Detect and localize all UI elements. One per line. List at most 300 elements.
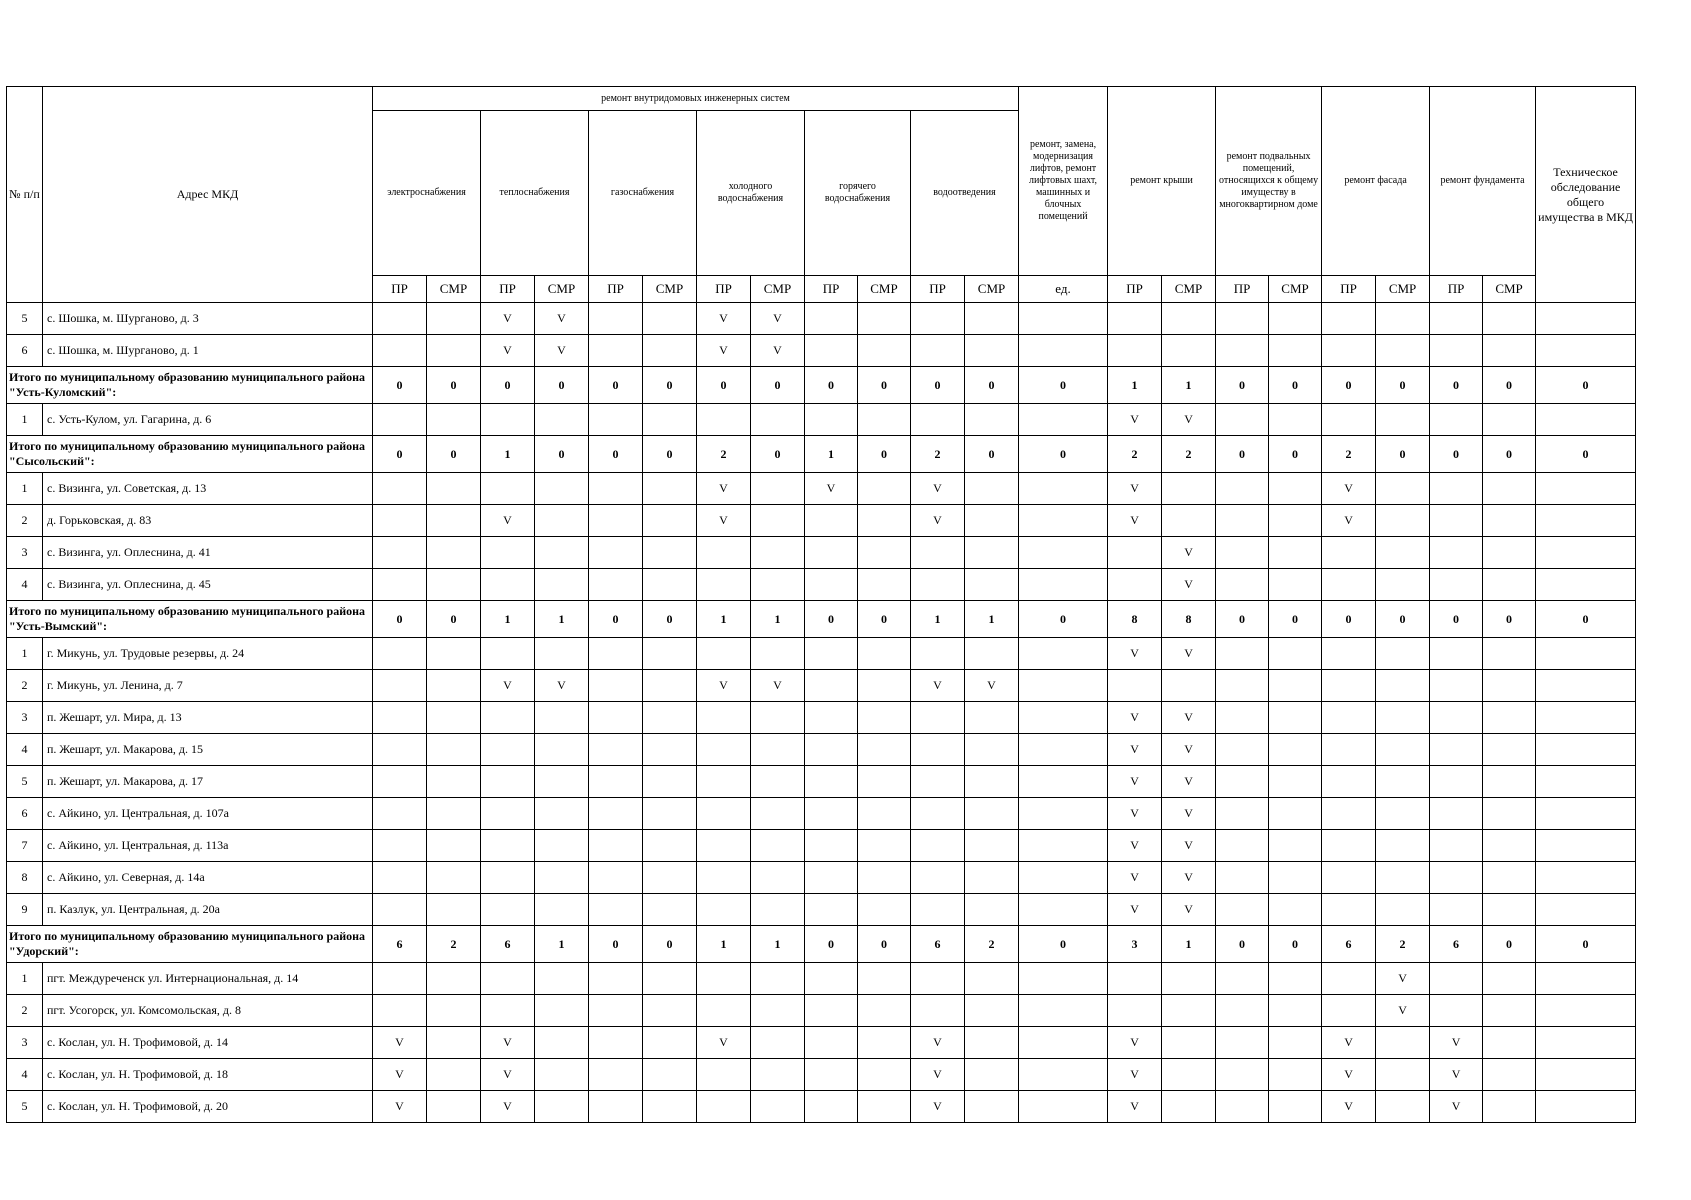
table-cell	[427, 1091, 481, 1123]
table-cell	[1376, 670, 1430, 702]
subtotal-row	[7, 601, 1636, 638]
table-cell	[911, 798, 965, 830]
table-cell	[373, 894, 427, 926]
table-cell: 1	[697, 601, 751, 638]
subtotal-label: Итого по муниципальному образованию муниципального района "Удорский":	[7, 926, 373, 963]
table-cell: 8	[1108, 601, 1162, 638]
table-cell	[1162, 995, 1216, 1027]
table-cell	[1376, 638, 1430, 670]
table-cell	[1216, 537, 1269, 569]
table-cell	[858, 335, 911, 367]
table-cell	[1322, 798, 1376, 830]
table-row	[7, 1091, 1636, 1123]
row-number: 1	[7, 404, 43, 436]
table-cell: 1	[697, 926, 751, 963]
table-cell	[858, 670, 911, 702]
table-cell: 1	[911, 601, 965, 638]
table-cell	[805, 1027, 858, 1059]
table-cell: V	[1108, 638, 1162, 670]
table-cell: 0	[589, 601, 643, 638]
sub-pr: ПР	[697, 276, 751, 303]
table-cell: 0	[643, 367, 697, 404]
table-cell	[643, 1059, 697, 1091]
table-cell: V	[697, 670, 751, 702]
table-cell	[1019, 569, 1108, 601]
row-address: г. Микунь, ул. Трудовые резервы, д. 24	[43, 638, 373, 670]
table-cell	[481, 963, 535, 995]
header-internal-systems: ремонт внутридомовых инженерных систем	[373, 87, 1019, 111]
table-cell	[373, 404, 427, 436]
table-cell	[1269, 505, 1322, 537]
table-cell: V	[911, 1059, 965, 1091]
table-cell	[1376, 1059, 1430, 1091]
table-cell	[589, 766, 643, 798]
table-cell: V	[697, 505, 751, 537]
row-address: с. Визинга, ул. Оплеснина, д. 41	[43, 537, 373, 569]
table-cell	[589, 473, 643, 505]
table-cell	[1108, 569, 1162, 601]
table-cell	[751, 830, 805, 862]
table-cell	[1269, 894, 1322, 926]
table-cell: 0	[1322, 367, 1376, 404]
table-cell	[697, 569, 751, 601]
table-cell: 1	[1162, 367, 1216, 404]
table-cell	[481, 894, 535, 926]
table-cell	[1019, 798, 1108, 830]
table-cell: V	[1162, 404, 1216, 436]
table-cell	[643, 638, 697, 670]
table-cell	[1269, 1027, 1322, 1059]
table-row	[7, 798, 1636, 830]
table-cell	[1019, 303, 1108, 335]
table-cell: 1	[535, 601, 589, 638]
table-cell	[697, 862, 751, 894]
table-cell	[1376, 766, 1430, 798]
row-number: 9	[7, 894, 43, 926]
table-cell	[589, 894, 643, 926]
table-cell	[697, 830, 751, 862]
table-cell	[1216, 505, 1269, 537]
row-address: с. Айкино, ул. Центральная, д. 107а	[43, 798, 373, 830]
table-cell	[1483, 335, 1536, 367]
table-cell	[1430, 335, 1483, 367]
table-cell	[1376, 303, 1430, 335]
table-cell	[427, 1027, 481, 1059]
table-cell: V	[697, 1027, 751, 1059]
table-cell	[1483, 569, 1536, 601]
header-facade: ремонт фасада	[1322, 87, 1430, 276]
table-cell	[1322, 766, 1376, 798]
table-cell: 0	[427, 367, 481, 404]
table-cell: 0	[858, 926, 911, 963]
table-cell: V	[1322, 1027, 1376, 1059]
table-cell	[911, 537, 965, 569]
table-cell	[373, 670, 427, 702]
table-cell: V	[1322, 505, 1376, 537]
table-cell	[373, 569, 427, 601]
header-num: № п/п	[7, 87, 43, 303]
table-cell	[858, 830, 911, 862]
row-number: 6	[7, 335, 43, 367]
table-cell	[751, 404, 805, 436]
table-cell	[427, 1059, 481, 1091]
table-cell	[911, 963, 965, 995]
sub-pr: ПР	[373, 276, 427, 303]
header-foundation: ремонт фундамента	[1430, 87, 1536, 276]
table-row	[7, 404, 1636, 436]
table-cell	[1483, 303, 1536, 335]
table-cell	[911, 303, 965, 335]
table-cell	[1376, 798, 1430, 830]
table-cell	[858, 638, 911, 670]
table-cell	[1269, 638, 1322, 670]
table-cell: 6	[373, 926, 427, 963]
table-cell	[1536, 798, 1636, 830]
row-number: 1	[7, 473, 43, 505]
table-cell	[373, 473, 427, 505]
table-cell	[1019, 638, 1108, 670]
table-cell	[589, 830, 643, 862]
table-cell	[965, 766, 1019, 798]
table-cell	[1483, 894, 1536, 926]
table-cell	[1019, 505, 1108, 537]
table-cell: 1	[481, 601, 535, 638]
table-cell: V	[1108, 734, 1162, 766]
table-row	[7, 734, 1636, 766]
table-cell	[373, 798, 427, 830]
table-cell: 0	[1322, 601, 1376, 638]
table-cell	[1536, 404, 1636, 436]
table-cell: 2	[1108, 436, 1162, 473]
table-cell	[805, 303, 858, 335]
table-cell	[751, 638, 805, 670]
table-cell	[535, 505, 589, 537]
table-cell	[1430, 569, 1483, 601]
table-cell	[643, 1027, 697, 1059]
table-cell: V	[1162, 798, 1216, 830]
table-cell	[535, 702, 589, 734]
table-cell	[1019, 830, 1108, 862]
table-cell	[535, 862, 589, 894]
table-cell	[805, 537, 858, 569]
table-cell	[1536, 335, 1636, 367]
table-cell	[535, 638, 589, 670]
table-cell	[1322, 670, 1376, 702]
table-cell	[1216, 1059, 1269, 1091]
table-cell: V	[1162, 734, 1216, 766]
table-cell	[1216, 995, 1269, 1027]
table-cell: 1	[751, 601, 805, 638]
table-cell: 0	[1019, 926, 1108, 963]
table-cell	[1483, 473, 1536, 505]
table-cell	[1536, 894, 1636, 926]
table-cell	[1536, 670, 1636, 702]
table-cell	[805, 638, 858, 670]
table-cell	[1322, 303, 1376, 335]
table-cell	[1019, 734, 1108, 766]
table-cell	[589, 638, 643, 670]
table-cell	[1430, 638, 1483, 670]
table-cell	[535, 1091, 589, 1123]
table-cell	[1483, 830, 1536, 862]
sub-pr: ПР	[1216, 276, 1269, 303]
table-row	[7, 995, 1636, 1027]
sub-smr: СМР	[858, 276, 911, 303]
table-cell	[805, 963, 858, 995]
table-cell: V	[1108, 798, 1162, 830]
table-cell	[1019, 1059, 1108, 1091]
table-cell	[965, 1059, 1019, 1091]
table-cell	[643, 830, 697, 862]
table-cell	[805, 894, 858, 926]
table-cell	[965, 702, 1019, 734]
table-cell: 0	[751, 436, 805, 473]
table-cell: 0	[427, 436, 481, 473]
table-cell	[858, 505, 911, 537]
table-cell	[1536, 569, 1636, 601]
table-cell	[965, 638, 1019, 670]
table-cell	[1376, 1027, 1430, 1059]
table-cell: V	[373, 1027, 427, 1059]
table-cell	[589, 404, 643, 436]
table-cell	[643, 670, 697, 702]
table-cell	[1430, 473, 1483, 505]
table-cell: 0	[1019, 367, 1108, 404]
table-cell: V	[1108, 894, 1162, 926]
table-cell	[1322, 335, 1376, 367]
table-cell: V	[911, 1091, 965, 1123]
table-cell	[1216, 734, 1269, 766]
table-cell	[1019, 670, 1108, 702]
table-cell	[965, 537, 1019, 569]
table-cell	[697, 995, 751, 1027]
table-cell	[1269, 303, 1322, 335]
table-cell	[1162, 1027, 1216, 1059]
sub-pr: ПР	[1430, 276, 1483, 303]
table-cell	[643, 862, 697, 894]
table-cell: 2	[1162, 436, 1216, 473]
table-cell	[858, 766, 911, 798]
table-cell	[1269, 670, 1322, 702]
table-cell	[858, 404, 911, 436]
table-cell: V	[1430, 1059, 1483, 1091]
table-cell: 1	[1108, 367, 1162, 404]
table-cell: V	[911, 473, 965, 505]
table-cell	[1483, 638, 1536, 670]
table-cell	[805, 404, 858, 436]
table-cell	[697, 537, 751, 569]
table-cell	[1430, 766, 1483, 798]
table-cell	[1322, 963, 1376, 995]
row-address: д. Горьковская, д. 83	[43, 505, 373, 537]
table-cell	[427, 734, 481, 766]
table-cell: V	[1376, 963, 1430, 995]
row-address: с. Кослан, ул. Н. Трофимовой, д. 20	[43, 1091, 373, 1123]
table-row	[7, 473, 1636, 505]
table-cell	[427, 505, 481, 537]
table-cell: 0	[535, 367, 589, 404]
row-number: 4	[7, 734, 43, 766]
table-cell	[589, 1091, 643, 1123]
table-cell: 2	[965, 926, 1019, 963]
table-cell	[1108, 670, 1162, 702]
table-cell	[1430, 963, 1483, 995]
table-cell	[1483, 734, 1536, 766]
table-cell: V	[481, 303, 535, 335]
table-cell	[1216, 1091, 1269, 1123]
table-cell	[751, 569, 805, 601]
table-cell: V	[1108, 1091, 1162, 1123]
table-cell: V	[1162, 830, 1216, 862]
table-cell: V	[535, 303, 589, 335]
table-row	[7, 766, 1636, 798]
table-cell: 0	[589, 367, 643, 404]
table-cell	[643, 303, 697, 335]
table-cell	[1269, 995, 1322, 1027]
table-cell	[373, 638, 427, 670]
table-cell	[1483, 1059, 1536, 1091]
table-cell	[1376, 404, 1430, 436]
table-cell: V	[1322, 1091, 1376, 1123]
table-cell	[427, 473, 481, 505]
table-cell	[751, 537, 805, 569]
table-cell	[373, 766, 427, 798]
sub-smr: СМР	[643, 276, 697, 303]
table-cell	[643, 505, 697, 537]
table-cell	[1536, 766, 1636, 798]
table-cell: 0	[481, 367, 535, 404]
sub-smr: СМР	[1269, 276, 1322, 303]
table-row	[7, 894, 1636, 926]
header-basement: ремонт подвальных помещений, относящихся к общему имуществу в многоквартирном доме	[1216, 87, 1322, 276]
table-cell: 0	[1483, 367, 1536, 404]
table-cell	[481, 830, 535, 862]
table-cell	[805, 995, 858, 1027]
table-cell	[911, 995, 965, 1027]
table-cell: 0	[643, 601, 697, 638]
table-cell: V	[535, 670, 589, 702]
table-cell	[697, 1091, 751, 1123]
row-number: 1	[7, 638, 43, 670]
table-cell	[589, 963, 643, 995]
table-cell	[373, 862, 427, 894]
table-cell	[643, 335, 697, 367]
row-number: 5	[7, 1091, 43, 1123]
table-cell	[1216, 798, 1269, 830]
table-cell: 1	[965, 601, 1019, 638]
row-address: с. Усть-Кулом, ул. Гагарина, д. 6	[43, 404, 373, 436]
table-cell: V	[751, 303, 805, 335]
table-cell: 0	[535, 436, 589, 473]
row-number: 4	[7, 1059, 43, 1091]
table-cell	[373, 734, 427, 766]
table-cell	[1019, 702, 1108, 734]
table-cell	[1269, 963, 1322, 995]
table-cell	[1019, 404, 1108, 436]
row-number: 3	[7, 537, 43, 569]
table-cell	[965, 404, 1019, 436]
table-cell: V	[481, 1027, 535, 1059]
table-cell	[1483, 670, 1536, 702]
table-cell	[911, 862, 965, 894]
table-row	[7, 963, 1636, 995]
table-cell: V	[481, 1091, 535, 1123]
table-cell	[805, 1091, 858, 1123]
table-row	[7, 702, 1636, 734]
table-cell	[1269, 335, 1322, 367]
table-cell	[1536, 505, 1636, 537]
table-cell	[589, 670, 643, 702]
table-cell	[1376, 862, 1430, 894]
subtotal-row	[7, 367, 1636, 404]
table-cell: 0	[1019, 601, 1108, 638]
table-cell	[805, 798, 858, 830]
sub-pr: ПР	[1108, 276, 1162, 303]
table-cell	[697, 702, 751, 734]
table-cell	[1430, 303, 1483, 335]
table-cell	[643, 963, 697, 995]
table-cell	[1430, 995, 1483, 1027]
table-cell	[427, 404, 481, 436]
table-cell	[1430, 670, 1483, 702]
table-cell	[1216, 1027, 1269, 1059]
table-cell	[1322, 702, 1376, 734]
table-cell	[1019, 963, 1108, 995]
table-cell	[1483, 798, 1536, 830]
table-cell	[858, 798, 911, 830]
sub-pr: ПР	[805, 276, 858, 303]
table-cell	[427, 702, 481, 734]
table-cell: V	[1162, 638, 1216, 670]
table-cell	[1376, 335, 1430, 367]
table-row	[7, 569, 1636, 601]
table-cell: V	[1108, 702, 1162, 734]
table-cell	[858, 894, 911, 926]
table-cell	[751, 1091, 805, 1123]
row-number: 2	[7, 505, 43, 537]
table-cell	[911, 638, 965, 670]
table-cell	[1376, 505, 1430, 537]
sub-pr: ПР	[589, 276, 643, 303]
table-cell	[751, 702, 805, 734]
table-cell	[858, 1059, 911, 1091]
table-cell	[1430, 734, 1483, 766]
table-cell	[1162, 505, 1216, 537]
table-cell	[1430, 894, 1483, 926]
row-number: 2	[7, 995, 43, 1027]
table-cell	[858, 303, 911, 335]
table-cell	[373, 335, 427, 367]
table-cell	[965, 505, 1019, 537]
table-cell	[589, 1059, 643, 1091]
table-cell: 0	[1536, 926, 1636, 963]
table-cell: V	[805, 473, 858, 505]
table-cell	[481, 537, 535, 569]
table-cell	[1019, 1091, 1108, 1123]
table-cell: 0	[1430, 601, 1483, 638]
sub-smr: СМР	[535, 276, 589, 303]
table-cell	[427, 303, 481, 335]
table-cell	[1322, 537, 1376, 569]
table-cell: 0	[1483, 926, 1536, 963]
row-number: 3	[7, 702, 43, 734]
table-cell: V	[1376, 995, 1430, 1027]
table-cell	[643, 894, 697, 926]
table-row	[7, 670, 1636, 702]
header-inspection: Техническое обследование общего имущества в МКД	[1536, 87, 1636, 303]
table-cell	[858, 1027, 911, 1059]
table-cell	[1108, 963, 1162, 995]
